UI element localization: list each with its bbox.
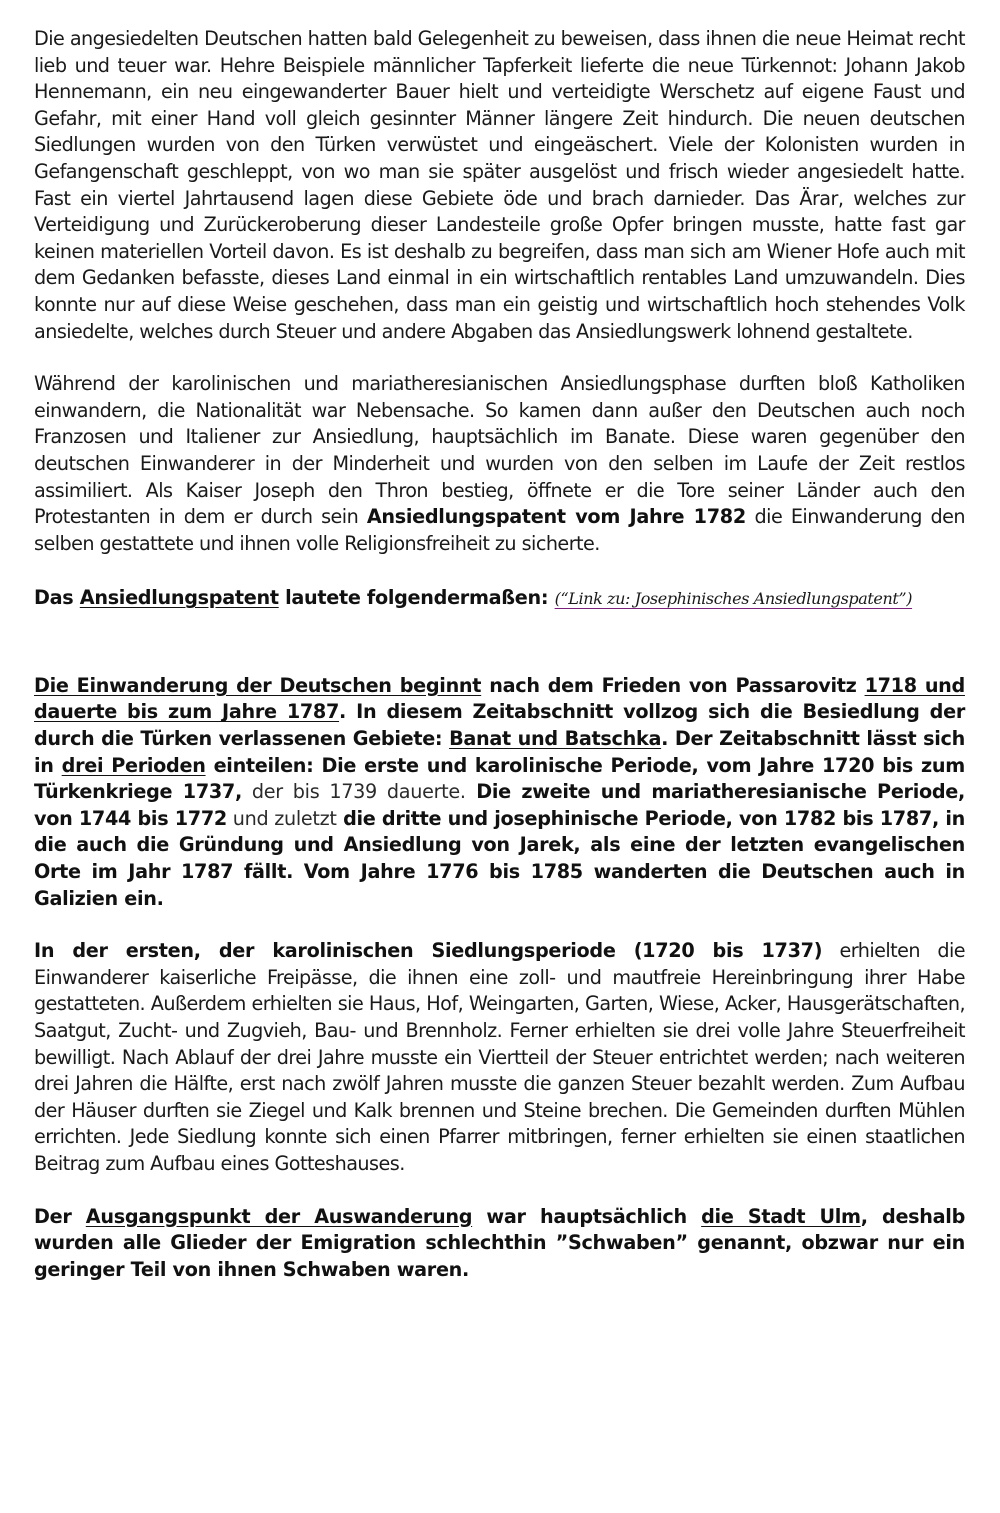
paragraph-text: . Der Zeitabschnitt lässt sich in	[34, 727, 965, 777]
link-josephinisches-ansiedlungspatent[interactable]: (“Link zu: Josephinisches Ansiedlungspatent”)	[554, 589, 913, 609]
paragraph-text: . In diesem Zeitabschnitt vollzog sich die Besiedlung der durch die Türken verlassenen Gebiete:	[34, 700, 965, 751]
underlined-phrase: drei Perioden	[61, 753, 206, 777]
paragraph-patent-intro	[34, 585, 965, 613]
paragraph-text: die Einwanderung den selben gestattete und ihnen volle Religionsfreiheit zu sicherte.	[34, 505, 965, 555]
paragraph-text: erhielten die Einwanderer kaiserliche Freipässe, die ihnen eine zoll- und mautfreie Hereinbringung ihrer Habe gestatteten. Außerdem erhielten sie Haus, Hof, Weingarten, Garten, Wiese, Acker, Hausgerätschaften, Saatgut, Zucht- und Zugvieh, Bau- und Brennholz. Ferner erhielten sie drei volle Jahre Steuerfreiheit bewilligt. Nach Ablauf der drei Jahre musste ein Viertteil der Steuer entrichtet werden; nach weiteren drei Jahren die Hälfte, erst nach zwölf Jahren musste die ganzen Steuer bezahlt werden. Zum Aufbau der Häuser durften sie Ziegel und Kalk brennen und Steine brechen. Die Gemeinden durften Mühlen errichten. Jede Siedlung konnte sich einen Pfarrer mitbringen, ferner erhielten sie einen staatlichen Beitrag zum Aufbau eines Gotteshauses.	[34, 939, 965, 1175]
underlined-phrase: Die Einwanderung der Deutschen beginnt	[34, 673, 482, 697]
paragraph-text: Die angesiedelten Deutschen hatten bald Gelegenheit zu beweisen, dass ihnen die neue Heimat recht lieb und teuer war. Hehre Beispiele männlicher Tapferkeit lieferte die neue Türkennot: Johann Jakob Hennemann, ein neu eingewanderter Bauer hielt und verteidigte Werschetz auf eigene Faust und Gefahr, mit einer Hand voll gleich gesinnter Männer längere Zeit hindurch. Die neuen deutschen Siedlungen wurden von den Türken verwüstet und eingeäschert. Viele der Kolonisten wurden in Gefangenschaft geschleppt, von wo man sie später ausgelöst und frisch wieder angesiedelt hatte. Fast ein viertel Jahrtausend lagen diese Gebiete öde und brach darnieder. Das Ärar, welches zur Verteidigung und Zurückeroberung dieser Landesteile große Opfer bringen musste, hatte fast gar keinen materiellen Vorteil davon. Es ist deshalb zu begreifen, dass man sich am Wiener Hofe auch mit dem Gedanken befasste, dieses Land einmal in ein wirtschaftlich rentables Land umzuwandeln. Dies konnte nur auf diese Weise geschehen, dass man ein geistig und wirtschaftlich hoch stehendes Volk ansiedelte, welches durch Steuer und andere Abgaben das Ansiedlungswerk lohnend gestaltete.	[34, 27, 965, 343]
regular-text: der bis 1739 dauerte.	[241, 780, 466, 804]
paragraph-text: war hauptsächlich	[472, 1204, 702, 1228]
paragraph-immigration-phases	[34, 371, 965, 557]
paragraph-text: lautete folgendermaßen:	[278, 586, 555, 610]
paragraph-text: Während der karolinischen und mariatheresianischen Ansiedlungsphase durften bloß Katholiken einwandern, die Nationalität war Nebensache. So kamen dann außer den Deutschen auch noch Franzosen und Italiener zur Ansiedlung, hauptsächlich im Banate. Diese waren gegenüber den deutschen Einwanderer in der Minderheit und wurden von den selben im Laufe der Zeit restlos assimiliert. Als Kaiser Joseph den Thron bestieg, öffnete er die Tore seiner Länder auch den Protestanten in dem er durch sein	[34, 372, 965, 529]
paragraph-immigration-periods	[34, 673, 965, 912]
paragraph-text: Das	[34, 586, 80, 610]
underlined-phrase: Banat und Batschka	[449, 727, 662, 751]
paragraph-text: Der	[34, 1204, 86, 1228]
regular-text: und zuletzt	[226, 806, 337, 830]
paragraph-text: Die zweite und mariatheresianische Periode, von 1744 bis 1772	[34, 780, 965, 830]
paragraph-text: die dritte und josephinische Periode, von 1782 bis 1787, in die auch die Gründung und Ansiedlung von Jarek, als eine der letzten evangelischen Orte im Jahr 1787 fällt. Vom Jahre 1776 bis 1785 wanderten die Deutschen auch in Galizien ein.	[34, 806, 965, 910]
underlined-phrase: 1718 und dauerte bis zum Jahre 1787	[34, 673, 965, 724]
underlined-phrase: die Stadt Ulm	[701, 1204, 861, 1228]
underlined-term-ansiedlungspatent: Ansiedlungspatent	[79, 586, 279, 610]
paragraph-origin-ulm	[34, 1204, 965, 1284]
paragraph-text: nach dem Frieden von Passarovitz	[481, 673, 865, 697]
paragraph-text: , deshalb wurden alle Glieder der Emigration schlechthin ”Schwaben” genannt, obzwar nur ein geringer Teil von ihnen Schwaben waren.	[34, 1204, 966, 1281]
bold-phrase-first-period: In der ersten, der karolinischen Siedlungsperiode (1720 bis 1737)	[34, 939, 823, 963]
paragraph-resettlement-background	[34, 26, 965, 345]
paragraph-text: einteilen: Die erste und karolinische Periode, vom Jahre 1720 bis zum Türkenkriege 1737,	[34, 753, 965, 804]
bold-phrase-ansiedlungspatent: Ansiedlungspatent vom Jahre 1782	[366, 505, 746, 529]
underlined-phrase: Ausgangspunkt der Auswanderung	[85, 1204, 473, 1228]
paragraph-first-period	[34, 938, 965, 1177]
document-page	[34, 26, 965, 1283]
